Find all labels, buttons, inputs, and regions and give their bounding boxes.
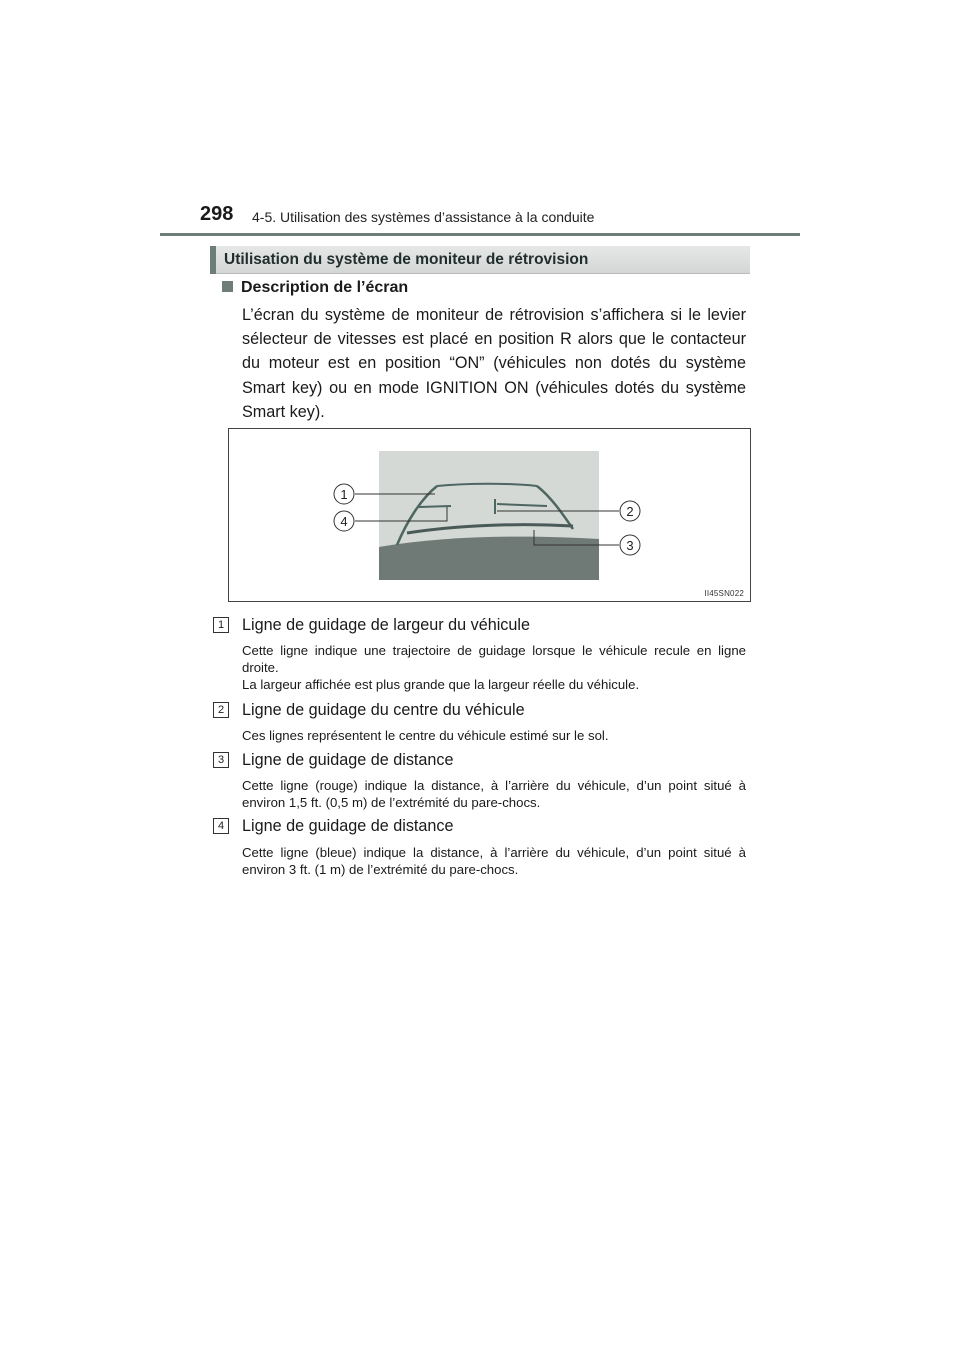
item-description-2: Ces lignes représentent le centre du véhicule estimé sur le sol. xyxy=(242,728,609,743)
item-description-1b: La largeur affichée est plus grande que la largeur réelle du véhicule. xyxy=(242,677,640,692)
callout-4 xyxy=(334,511,354,531)
callout-3 xyxy=(620,535,640,555)
item-number-2: 2 xyxy=(213,702,229,718)
item-number-4: 4 xyxy=(213,818,229,834)
subsection-heading-text: Description de l’écran xyxy=(241,279,409,296)
item-title-2: Ligne de guidage du centre du véhicule xyxy=(242,701,525,719)
subsection-heading xyxy=(222,279,408,297)
item-number-1: 1 xyxy=(213,617,229,633)
square-bullet-icon xyxy=(222,281,233,292)
camera-screen-figure xyxy=(228,428,751,602)
page-number: 298 xyxy=(200,203,234,225)
section-title: Utilisation du système de moniteur de rétrovision xyxy=(224,251,589,268)
header-rule xyxy=(160,233,800,236)
callout-2-label: 2 xyxy=(626,504,634,519)
item-title-1: Ligne de guidage de largeur du véhicule xyxy=(242,616,530,634)
rear-view-illustration xyxy=(229,429,750,601)
callout-3-label: 3 xyxy=(626,538,634,553)
item-description-1: Cette ligne indique une trajectoire de guidage lorsque le véhicule recule en ligne droite. xyxy=(242,643,746,675)
callout-1 xyxy=(334,484,354,504)
section-heading-bar xyxy=(210,246,750,274)
item-description-3: Cette ligne (rouge) indique la distance, à l’arrière du véhicule, d’un point situé à environ 1,5 ft. (0,5 m) de l’extrémité du pare-chocs. xyxy=(242,778,746,810)
figure-code: II45SN022 xyxy=(704,589,744,598)
callout-4-label: 4 xyxy=(340,514,348,529)
section-accent xyxy=(210,246,216,274)
chapter-title: 4-5. Utilisation des systèmes d’assistance à la conduite xyxy=(252,209,595,225)
item-number-3: 3 xyxy=(213,752,229,768)
callout-2 xyxy=(620,501,640,521)
intro-paragraph: L’écran du système de moniteur de rétrovision s’affichera si le levier sélecteur de vitesses est placé en position R alors que le contacteur du moteur est en position “ON” (véhicules non dotés du système Smart key) ou en mode IGNITION ON (véhicules dotés du système Smart key). xyxy=(242,306,746,421)
bumper-area xyxy=(379,537,599,580)
item-title-4: Ligne de guidage de distance xyxy=(242,817,454,835)
item-title-3: Ligne de guidage de distance xyxy=(242,751,454,769)
callout-1-label: 1 xyxy=(340,487,348,502)
item-description-4: Cette ligne (bleue) indique la distance, à l’arrière du véhicule, d’un point situé à environ 3 ft. (1 m) de l’extrémité du pare-chocs. xyxy=(242,845,746,877)
distance-line-blue xyxy=(419,506,451,507)
